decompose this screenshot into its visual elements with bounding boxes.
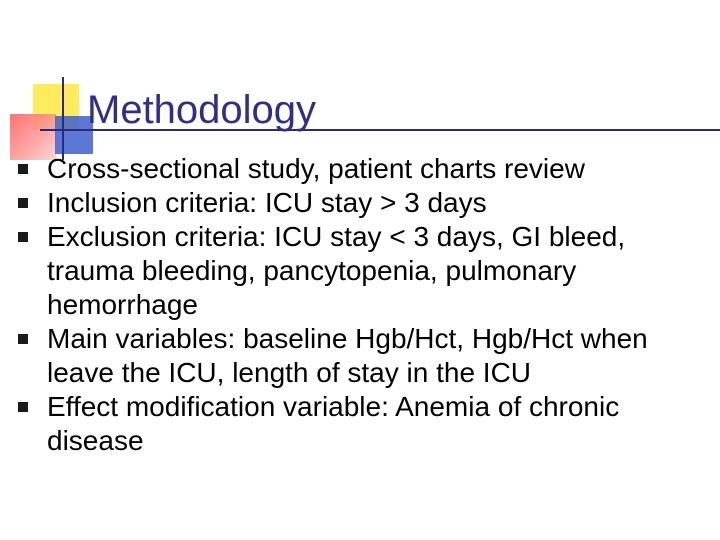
bullet-item — [0, 322, 720, 390]
bullet-list — [0, 152, 720, 458]
vertical-rule — [62, 77, 64, 160]
square-bullet-icon — [18, 232, 28, 242]
square-bullet-icon — [18, 164, 28, 174]
bullet-item — [0, 220, 720, 322]
bullet-item — [0, 152, 720, 186]
bullet-item — [0, 186, 720, 220]
bullet-item — [0, 390, 720, 458]
square-bullet-icon — [18, 402, 28, 412]
bullet-text: Main variables: baseline Hgb/Hct, Hgb/Hct when leave the ICU, length of stay in the ICU — [47, 323, 648, 388]
bullet-text: Effect modification variable: Anemia of chronic disease — [47, 391, 620, 456]
slide-title: Methodology — [87, 88, 317, 132]
color-squares-logo — [0, 0, 120, 160]
bullet-text: Cross-sectional study, patient charts review — [47, 153, 585, 184]
bullet-text: Exclusion criteria: ICU stay < 3 days, GI bleed, trauma bleeding, pancytopenia, pulmonary hemorrhage — [47, 221, 626, 320]
square-bullet-icon — [18, 334, 28, 344]
bullet-text: Inclusion criteria: ICU stay > 3 days — [47, 187, 487, 218]
square-bullet-icon — [18, 198, 28, 208]
